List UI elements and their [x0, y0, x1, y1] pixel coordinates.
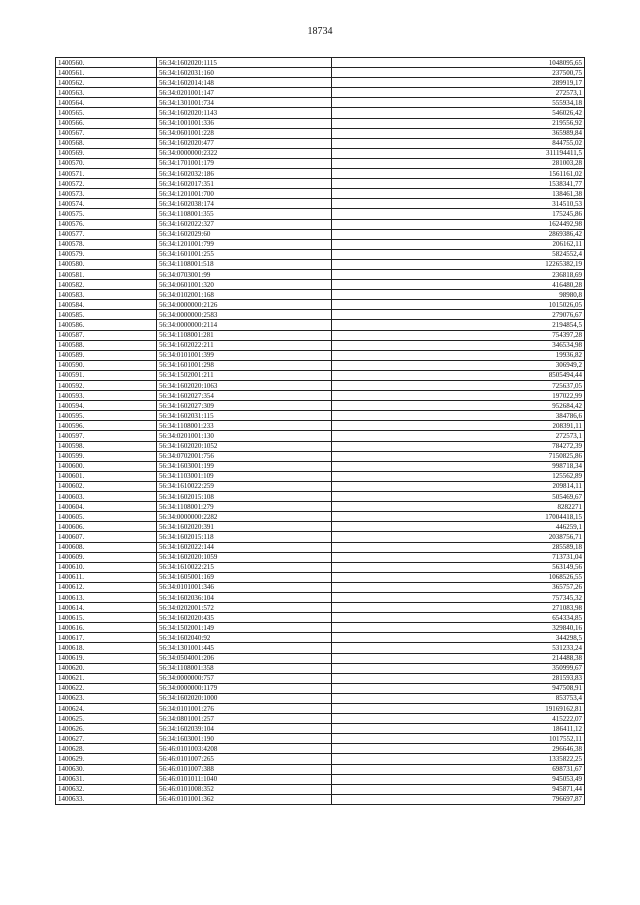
cadastral-value-cell: 279076,67: [332, 310, 585, 320]
cadastral-value-cell: 555934,18: [332, 98, 585, 108]
cadastral-value-cell: 346534,98: [332, 340, 585, 350]
row-number-cell: 1400607.: [56, 532, 157, 542]
cadastral-number-cell: 56:34:0000000:2282: [157, 512, 332, 522]
cadastral-number-cell: 56:34:0000000:757: [157, 673, 332, 683]
table-row: [56, 118, 585, 128]
table-row: [56, 179, 585, 189]
table-row: [56, 451, 585, 461]
row-number-cell: 1400621.: [56, 673, 157, 683]
cadastral-value-cell: 344298,5: [332, 633, 585, 643]
cadastral-number-cell: 56:34:1602014:148: [157, 78, 332, 88]
cadastral-value-cell: 1624492,98: [332, 219, 585, 229]
cadastral-value-cell: 1017552,11: [332, 734, 585, 744]
cadastral-value-cell: 1048095,65: [332, 58, 585, 68]
table-row: [56, 714, 585, 724]
cadastral-number-cell: 56:34:1602038:174: [157, 199, 332, 209]
table-row: [56, 734, 585, 744]
table-row: [56, 290, 585, 300]
cadastral-number-cell: 56:34:0102001:168: [157, 290, 332, 300]
cadastral-number-cell: 56:34:1601001:298: [157, 360, 332, 370]
cadastral-number-cell: 56:34:1602031:160: [157, 68, 332, 78]
table-row: [56, 158, 585, 168]
cadastral-number-cell: 56:34:1601001:255: [157, 249, 332, 259]
row-number-cell: 1400593.: [56, 391, 157, 401]
table-row: [56, 340, 585, 350]
row-number-cell: 1400626.: [56, 724, 157, 734]
row-number-cell: 1400578.: [56, 239, 157, 249]
row-number-cell: 1400606.: [56, 522, 157, 532]
row-number-cell: 1400569.: [56, 148, 157, 158]
cadastral-value-cell: 19936,82: [332, 350, 585, 360]
row-number-cell: 1400575.: [56, 209, 157, 219]
cadastral-number-cell: 56:34:0201001:147: [157, 88, 332, 98]
table-row: [56, 421, 585, 431]
table-row: [56, 370, 585, 380]
cadastral-number-cell: 56:34:1201001:700: [157, 189, 332, 199]
table-row: [56, 310, 585, 320]
row-number-cell: 1400629.: [56, 754, 157, 764]
cadastral-value-cell: 8505494,44: [332, 370, 585, 380]
row-number-cell: 1400603.: [56, 492, 157, 502]
row-number-cell: 1400624.: [56, 704, 157, 714]
cadastral-number-cell: 56:34:1602022:144: [157, 542, 332, 552]
table-row: [56, 673, 585, 683]
cadastral-value-cell: 2194854,5: [332, 320, 585, 330]
table-row: [56, 78, 585, 88]
table-row: [56, 582, 585, 592]
cadastral-number-cell: 56:34:1502001:149: [157, 623, 332, 633]
row-number-cell: 1400579.: [56, 249, 157, 259]
table-row: [56, 381, 585, 391]
cadastral-value-cell: 365757,26: [332, 582, 585, 592]
table-row: [56, 441, 585, 451]
cadastral-value-cell: 945053,49: [332, 774, 585, 784]
cadastral-value-cell: 271083,98: [332, 603, 585, 613]
cadastral-value-cell: 754397,28: [332, 330, 585, 340]
cadastral-value-cell: 272573,1: [332, 431, 585, 441]
cadastral-value-cell: 384786,6: [332, 411, 585, 421]
cadastral-number-cell: 56:34:0801001:257: [157, 714, 332, 724]
cadastral-number-cell: 56:34:1103001:109: [157, 471, 332, 481]
table-row: [56, 259, 585, 269]
table-row: [56, 169, 585, 179]
row-number-cell: 1400630.: [56, 764, 157, 774]
cadastral-value-cell: 725637,05: [332, 381, 585, 391]
table-row: [56, 512, 585, 522]
cadastral-value-cell: 2869386,42: [332, 229, 585, 239]
row-number-cell: 1400582.: [56, 280, 157, 290]
row-number-cell: 1400573.: [56, 189, 157, 199]
cadastral-number-cell: 56:34:1301001:445: [157, 643, 332, 653]
table-row: [56, 704, 585, 714]
cadastral-value-cell: 98980,8: [332, 290, 585, 300]
row-number-cell: 1400598.: [56, 441, 157, 451]
row-number-cell: 1400583.: [56, 290, 157, 300]
row-number-cell: 1400566.: [56, 118, 157, 128]
table-row: [56, 633, 585, 643]
table-row: [56, 663, 585, 673]
table-row: [56, 411, 585, 421]
cadastral-number-cell: 56:34:1603001:190: [157, 734, 332, 744]
cadastral-value-cell: 1335822,25: [332, 754, 585, 764]
cadastral-number-cell: 56:34:0504001:206: [157, 653, 332, 663]
row-number-cell: 1400615.: [56, 613, 157, 623]
cadastral-value-cell: 947508,91: [332, 683, 585, 693]
table-row: [56, 542, 585, 552]
cadastral-number-cell: 56:34:0101001:399: [157, 350, 332, 360]
cadastral-value-cell: 12265382,19: [332, 259, 585, 269]
table-row: [56, 431, 585, 441]
row-number-cell: 1400561.: [56, 68, 157, 78]
cadastral-value-cell: 306949,2: [332, 360, 585, 370]
table-row: [56, 128, 585, 138]
cadastral-value-cell: 7150825,86: [332, 451, 585, 461]
table-row: [56, 744, 585, 754]
row-number-cell: 1400572.: [56, 179, 157, 189]
cadastral-number-cell: 56:34:1108001:355: [157, 209, 332, 219]
table-row: [56, 794, 585, 804]
row-number-cell: 1400592.: [56, 381, 157, 391]
table-row: [56, 401, 585, 411]
cadastral-value-cell: 138461,38: [332, 189, 585, 199]
row-number-cell: 1400633.: [56, 794, 157, 804]
cadastral-value-cell: 844755,02: [332, 138, 585, 148]
cadastral-value-cell: 197022,99: [332, 391, 585, 401]
table-row: [56, 562, 585, 572]
cadastral-number-cell: 56:34:1602020:1059: [157, 552, 332, 562]
row-number-cell: 1400577.: [56, 229, 157, 239]
cadastral-number-cell: 56:34:1108001:358: [157, 663, 332, 673]
row-number-cell: 1400586.: [56, 320, 157, 330]
cadastral-value-cell: 796697,87: [332, 794, 585, 804]
row-number-cell: 1400568.: [56, 138, 157, 148]
cadastral-number-cell: 56:34:1108001:281: [157, 330, 332, 340]
row-number-cell: 1400631.: [56, 774, 157, 784]
cadastral-value-cell: 329840,16: [332, 623, 585, 633]
table-row: [56, 280, 585, 290]
table-row: [56, 350, 585, 360]
cadastral-number-cell: 56:34:0202001:572: [157, 603, 332, 613]
row-number-cell: 1400585.: [56, 310, 157, 320]
table-row: [56, 532, 585, 542]
cadastral-value-cell: 125562,89: [332, 471, 585, 481]
row-number-cell: 1400567.: [56, 128, 157, 138]
table-row: [56, 643, 585, 653]
cadastral-value-cell: 505469,67: [332, 492, 585, 502]
cadastral-number-cell: 56:34:1108001:233: [157, 421, 332, 431]
cadastral-value-cell: 415222,07: [332, 714, 585, 724]
row-number-cell: 1400609.: [56, 552, 157, 562]
cadastral-value-cell: 531233,24: [332, 643, 585, 653]
cadastral-number-cell: 56:34:1602020:1115: [157, 58, 332, 68]
cadastral-value-cell: 563149,56: [332, 562, 585, 572]
table-row: [56, 88, 585, 98]
cadastral-number-cell: 56:34:1610022:215: [157, 562, 332, 572]
cadastral-value-cell: 654334,85: [332, 613, 585, 623]
table-row: [56, 108, 585, 118]
row-number-cell: 1400618.: [56, 643, 157, 653]
row-number-cell: 1400610.: [56, 562, 157, 572]
row-number-cell: 1400595.: [56, 411, 157, 421]
cadastral-value-cell: 945871,44: [332, 784, 585, 794]
cadastral-number-cell: 56:34:1602032:186: [157, 169, 332, 179]
table-row: [56, 58, 585, 68]
row-number-cell: 1400600.: [56, 461, 157, 471]
row-number-cell: 1400628.: [56, 744, 157, 754]
cadastral-value-cell: 289919,17: [332, 78, 585, 88]
row-number-cell: 1400616.: [56, 623, 157, 633]
cadastral-value-cell: 214488,38: [332, 653, 585, 663]
cadastral-number-cell: 56:34:1201001:799: [157, 239, 332, 249]
cadastral-value-cell: 998718,34: [332, 461, 585, 471]
cadastral-value-cell: 281593,83: [332, 673, 585, 683]
cadastral-number-cell: 56:34:1602020:435: [157, 613, 332, 623]
cadastral-value-cell: 853753,4: [332, 693, 585, 703]
table-row: [56, 754, 585, 764]
table-row: [56, 592, 585, 602]
row-number-cell: 1400570.: [56, 158, 157, 168]
cadastral-number-cell: 56:46:0101008:352: [157, 784, 332, 794]
table-row: [56, 683, 585, 693]
table-row: [56, 360, 585, 370]
table-body: [56, 58, 585, 805]
table-row: [56, 219, 585, 229]
cadastral-number-cell: 56:34:1602022:211: [157, 340, 332, 350]
cadastral-number-cell: 56:34:1602040:92: [157, 633, 332, 643]
row-number-cell: 1400571.: [56, 169, 157, 179]
table-row: [56, 320, 585, 330]
cadastral-number-cell: 56:34:1602020:1000: [157, 693, 332, 703]
cadastral-number-cell: 56:34:1602020:477: [157, 138, 332, 148]
row-number-cell: 1400564.: [56, 98, 157, 108]
table-row: [56, 774, 585, 784]
cadastral-number-cell: 56:46:0101007:265: [157, 754, 332, 764]
row-number-cell: 1400597.: [56, 431, 157, 441]
cadastral-number-cell: 56:46:0101003:4208: [157, 744, 332, 754]
cadastral-value-cell: 206162,11: [332, 239, 585, 249]
row-number-cell: 1400560.: [56, 58, 157, 68]
cadastral-value-cell: 219556,92: [332, 118, 585, 128]
table-row: [56, 148, 585, 158]
table-row: [56, 239, 585, 249]
cadastral-number-cell: 56:34:1602020:1063: [157, 381, 332, 391]
cadastral-value-cell: 446259,1: [332, 522, 585, 532]
cadastral-value-cell: 1538341,77: [332, 179, 585, 189]
cadastral-value-cell: 2038756,71: [332, 532, 585, 542]
cadastral-value-cell: 546026,42: [332, 108, 585, 118]
cadastral-number-cell: 56:34:0000000:1179: [157, 683, 332, 693]
row-number-cell: 1400605.: [56, 512, 157, 522]
cadastral-number-cell: 56:34:1602027:309: [157, 401, 332, 411]
page-number: 18734: [307, 26, 333, 37]
cadastral-number-cell: 56:34:0703001:99: [157, 269, 332, 279]
row-number-cell: 1400601.: [56, 471, 157, 481]
cadastral-value-cell: 19169162,81: [332, 704, 585, 714]
cadastral-value-cell: 209814,11: [332, 481, 585, 491]
cadastral-number-cell: 56:34:1602039:104: [157, 724, 332, 734]
cadastral-value-cell: 296646,38: [332, 744, 585, 754]
row-number-cell: 1400594.: [56, 401, 157, 411]
table-row: [56, 481, 585, 491]
cadastral-value-cell: 757345,32: [332, 592, 585, 602]
row-number-cell: 1400580.: [56, 259, 157, 269]
cadastral-value-cell: 281003,28: [332, 158, 585, 168]
row-number-cell: 1400622.: [56, 683, 157, 693]
cadastral-value-cell: 17004418,15: [332, 512, 585, 522]
row-number-cell: 1400608.: [56, 542, 157, 552]
cadastral-number-cell: 56:34:0101001:276: [157, 704, 332, 714]
row-number-cell: 1400562.: [56, 78, 157, 88]
cadastral-number-cell: 56:34:0601001:320: [157, 280, 332, 290]
row-number-cell: 1400623.: [56, 693, 157, 703]
cadastral-number-cell: 56:46:0101007:388: [157, 764, 332, 774]
cadastral-value-cell: 175245,86: [332, 209, 585, 219]
cadastral-number-cell: 56:34:0101001:346: [157, 582, 332, 592]
cadastral-value-cell: 236818,69: [332, 269, 585, 279]
row-number-cell: 1400596.: [56, 421, 157, 431]
table-row: [56, 653, 585, 663]
row-number-cell: 1400574.: [56, 199, 157, 209]
cadastral-value-cell: 208391,11: [332, 421, 585, 431]
cadastral-value-table: [55, 57, 585, 805]
table-row: [56, 249, 585, 259]
table-row: [56, 603, 585, 613]
cadastral-value-cell: 416480,28: [332, 280, 585, 290]
cadastral-value-cell: 952684,42: [332, 401, 585, 411]
cadastral-number-cell: 56:34:1602020:1143: [157, 108, 332, 118]
table-row: [56, 764, 585, 774]
cadastral-value-cell: 8282271: [332, 502, 585, 512]
row-number-cell: 1400620.: [56, 663, 157, 673]
cadastral-number-cell: 56:34:1610022:259: [157, 481, 332, 491]
row-number-cell: 1400619.: [56, 653, 157, 663]
row-number-cell: 1400581.: [56, 269, 157, 279]
cadastral-number-cell: 56:34:1602029:60: [157, 229, 332, 239]
cadastral-number-cell: 56:34:0000000:2114: [157, 320, 332, 330]
cadastral-number-cell: 56:34:0601001:228: [157, 128, 332, 138]
row-number-cell: 1400590.: [56, 360, 157, 370]
cadastral-value-cell: 237500,75: [332, 68, 585, 78]
table-row: [56, 138, 585, 148]
table-row: [56, 209, 585, 219]
cadastral-number-cell: 56:34:0000000:2322: [157, 148, 332, 158]
cadastral-value-cell: 713731,04: [332, 552, 585, 562]
table-row: [56, 471, 585, 481]
table-row: [56, 572, 585, 582]
row-number-cell: 1400576.: [56, 219, 157, 229]
row-number-cell: 1400565.: [56, 108, 157, 118]
cadastral-value-cell: 272573,1: [332, 88, 585, 98]
cadastral-number-cell: 56:34:1602020:391: [157, 522, 332, 532]
cadastral-value-cell: 285589,18: [332, 542, 585, 552]
row-number-cell: 1400625.: [56, 714, 157, 724]
table-row: [56, 623, 585, 633]
row-number-cell: 1400589.: [56, 350, 157, 360]
cadastral-value-cell: 314510,53: [332, 199, 585, 209]
cadastral-value-cell: 365989,84: [332, 128, 585, 138]
cadastral-number-cell: 56:46:0101001:362: [157, 794, 332, 804]
row-number-cell: 1400617.: [56, 633, 157, 643]
table-row: [56, 502, 585, 512]
cadastral-number-cell: 56:34:1502001:211: [157, 370, 332, 380]
cadastral-number-cell: 56:34:1001001:336: [157, 118, 332, 128]
row-number-cell: 1400613.: [56, 592, 157, 602]
table-row: [56, 300, 585, 310]
table-row: [56, 784, 585, 794]
cadastral-number-cell: 56:34:1602022:327: [157, 219, 332, 229]
table-row: [56, 522, 585, 532]
table-row: [56, 552, 585, 562]
cadastral-value-cell: 698731,67: [332, 764, 585, 774]
table-row: [56, 461, 585, 471]
cadastral-value-cell: 1015026,05: [332, 300, 585, 310]
cadastral-number-cell: 56:34:1605001:169: [157, 572, 332, 582]
cadastral-number-cell: 56:34:1108001:279: [157, 502, 332, 512]
cadastral-value-cell: 350999,67: [332, 663, 585, 673]
cadastral-value-cell: 1561161,02: [332, 169, 585, 179]
cadastral-number-cell: 56:34:0000000:2126: [157, 300, 332, 310]
row-number-cell: 1400604.: [56, 502, 157, 512]
row-number-cell: 1400599.: [56, 451, 157, 461]
cadastral-number-cell: 56:34:1108001:518: [157, 259, 332, 269]
cadastral-number-cell: 56:34:1602015:118: [157, 532, 332, 542]
table-row: [56, 492, 585, 502]
cadastral-number-cell: 56:34:1602036:104: [157, 592, 332, 602]
cadastral-value-cell: 311194411,5: [332, 148, 585, 158]
row-number-cell: 1400591.: [56, 370, 157, 380]
table-row: [56, 98, 585, 108]
cadastral-number-cell: 56:34:1602015:108: [157, 492, 332, 502]
row-number-cell: 1400612.: [56, 582, 157, 592]
row-number-cell: 1400611.: [56, 572, 157, 582]
cadastral-number-cell: 56:34:1602017:351: [157, 179, 332, 189]
cadastral-value-cell: 5824552,4: [332, 249, 585, 259]
table-row: [56, 269, 585, 279]
row-number-cell: 1400627.: [56, 734, 157, 744]
cadastral-number-cell: 56:34:0000000:2583: [157, 310, 332, 320]
table-row: [56, 189, 585, 199]
cadastral-number-cell: 56:34:1701001:179: [157, 158, 332, 168]
cadastral-number-cell: 56:34:1602027:354: [157, 391, 332, 401]
table-row: [56, 229, 585, 239]
table-row: [56, 199, 585, 209]
table-row: [56, 693, 585, 703]
table-row: [56, 613, 585, 623]
cadastral-number-cell: 56:46:0101011:1040: [157, 774, 332, 784]
row-number-cell: 1400563.: [56, 88, 157, 98]
row-number-cell: 1400587.: [56, 330, 157, 340]
table-row: [56, 391, 585, 401]
row-number-cell: 1400588.: [56, 340, 157, 350]
cadastral-value-cell: 784272,39: [332, 441, 585, 451]
cadastral-number-cell: 56:34:1602031:115: [157, 411, 332, 421]
table-row: [56, 724, 585, 734]
cadastral-number-cell: 56:34:1301001:734: [157, 98, 332, 108]
row-number-cell: 1400614.: [56, 603, 157, 613]
table-row: [56, 330, 585, 340]
row-number-cell: 1400632.: [56, 784, 157, 794]
row-number-cell: 1400602.: [56, 481, 157, 491]
cadastral-number-cell: 56:34:0201001:130: [157, 431, 332, 441]
cadastral-number-cell: 56:34:0702001:756: [157, 451, 332, 461]
cadastral-value-cell: 1068526,55: [332, 572, 585, 582]
cadastral-value-cell: 186411,12: [332, 724, 585, 734]
table-row: [56, 68, 585, 78]
cadastral-number-cell: 56:34:1603001:199: [157, 461, 332, 471]
cadastral-number-cell: 56:34:1602020:1052: [157, 441, 332, 451]
row-number-cell: 1400584.: [56, 300, 157, 310]
